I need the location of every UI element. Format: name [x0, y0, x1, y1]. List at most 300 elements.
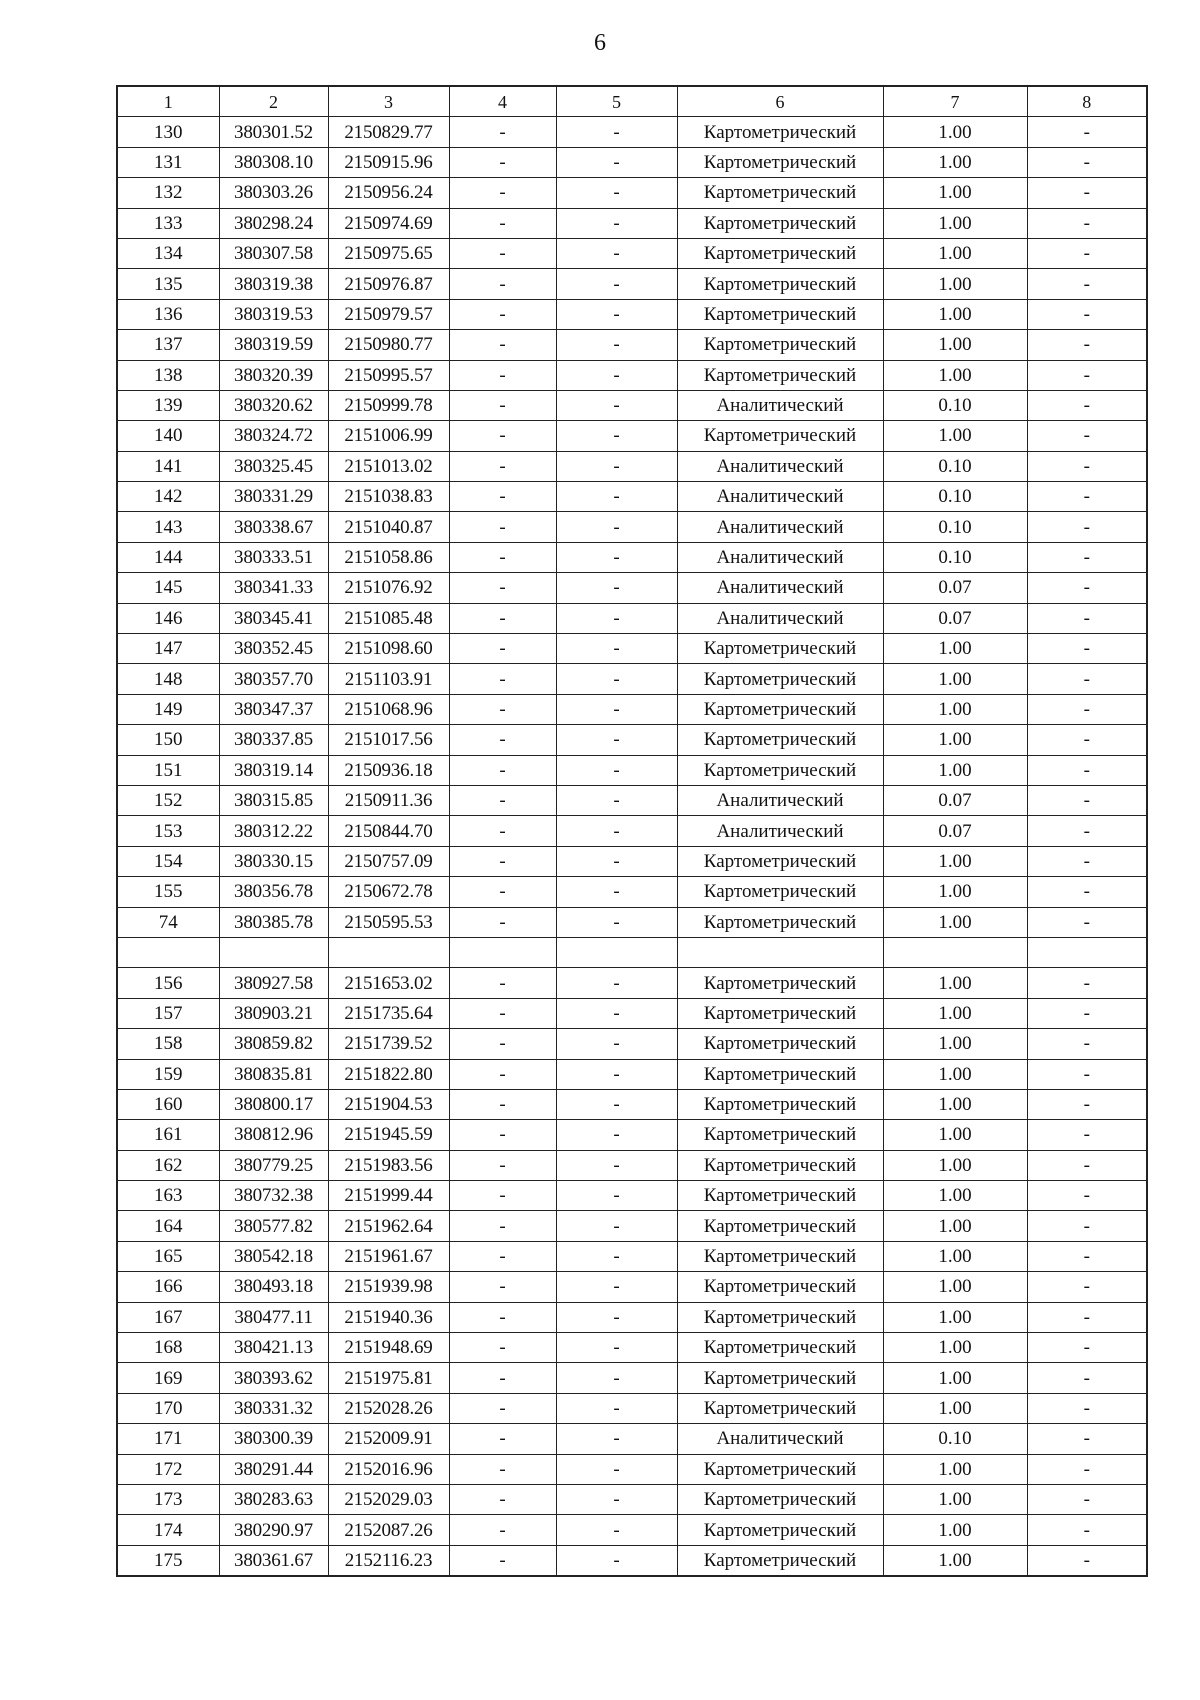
table-row [117, 238, 1147, 268]
cell-accuracy: 1.00 [883, 1393, 1027, 1423]
cell-method: Картометрический [677, 1333, 883, 1363]
cell-col8-value: - [1027, 1089, 1147, 1119]
cell-x-coordinate: 380800.17 [219, 1089, 328, 1119]
cell-col4-value: - [449, 603, 556, 633]
cell-col5-value: - [556, 1272, 677, 1302]
cell-accuracy: 1.00 [883, 907, 1027, 937]
cell-method: Аналитический [677, 390, 883, 420]
cell-col8-value: - [1027, 634, 1147, 664]
cell-point-number: 170 [117, 1393, 219, 1423]
cell-method: Аналитический [677, 816, 883, 846]
cell-col5-value: - [556, 512, 677, 542]
cell-col4-value: - [449, 785, 556, 815]
cell-method: Картометрический [677, 1029, 883, 1059]
table-header [117, 86, 1147, 117]
cell-x-coordinate: 380319.59 [219, 330, 328, 360]
cell-accuracy: 1.00 [883, 1241, 1027, 1271]
cell-col8-value: - [1027, 360, 1147, 390]
cell-col5-value: - [556, 1454, 677, 1484]
cell-col4-value: - [449, 1181, 556, 1211]
cell-method: Картометрический [677, 907, 883, 937]
cell-col5-value: - [556, 664, 677, 694]
cell-accuracy: 1.00 [883, 1059, 1027, 1089]
cell-accuracy: 1.00 [883, 299, 1027, 329]
cell-col8-value: - [1027, 512, 1147, 542]
cell-col4-value: - [449, 877, 556, 907]
cell-accuracy: 0.10 [883, 512, 1027, 542]
cell-y-coordinate: 2152087.26 [328, 1515, 449, 1545]
cell-col8-value: - [1027, 1363, 1147, 1393]
cell-x-coordinate: 380341.33 [219, 573, 328, 603]
cell-col4-value: - [449, 360, 556, 390]
cell-y-coordinate: 2150974.69 [328, 208, 449, 238]
cell-x-coordinate: 380859.82 [219, 1029, 328, 1059]
cell-col5-value: - [556, 877, 677, 907]
cell-col8-value: - [1027, 1545, 1147, 1576]
table-row [117, 907, 1147, 937]
cell-col4-value: - [449, 1484, 556, 1514]
cell-col5-value [556, 937, 677, 967]
page-number: 6 [594, 30, 606, 56]
cell-col4-value: - [449, 1363, 556, 1393]
cell-x-coordinate: 380331.32 [219, 1393, 328, 1423]
cell-y-coordinate: 2151822.80 [328, 1059, 449, 1089]
cell-point-number [117, 937, 219, 967]
cell-col4-value [449, 937, 556, 967]
cell-point-number: 154 [117, 846, 219, 876]
table-row [117, 816, 1147, 846]
cell-method: Картометрический [677, 299, 883, 329]
cell-y-coordinate: 2151068.96 [328, 694, 449, 724]
cell-method: Картометрический [677, 238, 883, 268]
cell-x-coordinate: 380319.53 [219, 299, 328, 329]
cell-accuracy: 1.00 [883, 1089, 1027, 1119]
cell-y-coordinate: 2152009.91 [328, 1424, 449, 1454]
table-separator-row [117, 937, 1147, 967]
table-row [117, 542, 1147, 572]
cell-y-coordinate: 2150829.77 [328, 117, 449, 147]
table-row [117, 1484, 1147, 1514]
cell-point-number: 131 [117, 147, 219, 177]
table-row [117, 147, 1147, 177]
cell-accuracy: 1.00 [883, 1181, 1027, 1211]
cell-x-coordinate: 380338.67 [219, 512, 328, 542]
table-row [117, 1545, 1147, 1576]
cell-method: Картометрический [677, 269, 883, 299]
cell-col4-value: - [449, 1211, 556, 1241]
cell-col5-value: - [556, 117, 677, 147]
cell-col4-value: - [449, 482, 556, 512]
cell-x-coordinate: 380298.24 [219, 208, 328, 238]
table-row [117, 330, 1147, 360]
cell-point-number: 151 [117, 755, 219, 785]
cell-y-coordinate: 2151040.87 [328, 512, 449, 542]
cell-col4-value: - [449, 725, 556, 755]
cell-x-coordinate: 380333.51 [219, 542, 328, 572]
cell-point-number: 146 [117, 603, 219, 633]
cell-col8-value: - [1027, 573, 1147, 603]
cell-col8-value: - [1027, 1272, 1147, 1302]
cell-accuracy: 1.00 [883, 968, 1027, 998]
cell-point-number: 132 [117, 178, 219, 208]
cell-col4-value: - [449, 1120, 556, 1150]
cell-x-coordinate: 380421.13 [219, 1333, 328, 1363]
cell-method: Картометрический [677, 1272, 883, 1302]
cell-col5-value: - [556, 299, 677, 329]
table-row [117, 208, 1147, 238]
cell-y-coordinate: 2151098.60 [328, 634, 449, 664]
table-row [117, 634, 1147, 664]
cell-point-number: 162 [117, 1150, 219, 1180]
cell-col5-value: - [556, 147, 677, 177]
cell-col4-value: - [449, 1515, 556, 1545]
cell-x-coordinate: 380352.45 [219, 634, 328, 664]
table-row [117, 299, 1147, 329]
cell-col8-value: - [1027, 664, 1147, 694]
table-row [117, 573, 1147, 603]
cell-accuracy: 1.00 [883, 694, 1027, 724]
cell-point-number: 149 [117, 694, 219, 724]
cell-col5-value: - [556, 725, 677, 755]
cell-accuracy [883, 937, 1027, 967]
cell-x-coordinate: 380331.29 [219, 482, 328, 512]
cell-point-number: 164 [117, 1211, 219, 1241]
coordinates-table [116, 85, 1148, 1577]
cell-col8-value: - [1027, 1029, 1147, 1059]
cell-y-coordinate: 2152029.03 [328, 1484, 449, 1514]
cell-y-coordinate: 2151904.53 [328, 1089, 449, 1119]
cell-point-number: 166 [117, 1272, 219, 1302]
cell-x-coordinate: 380308.10 [219, 147, 328, 177]
cell-col8-value [1027, 937, 1147, 967]
cell-method: Картометрический [677, 147, 883, 177]
cell-accuracy: 0.07 [883, 816, 1027, 846]
cell-y-coordinate: 2150757.09 [328, 846, 449, 876]
cell-col8-value: - [1027, 1333, 1147, 1363]
cell-col5-value: - [556, 238, 677, 268]
cell-y-coordinate: 2151653.02 [328, 968, 449, 998]
cell-accuracy: 1.00 [883, 998, 1027, 1028]
cell-point-number: 133 [117, 208, 219, 238]
cell-accuracy: 1.00 [883, 147, 1027, 177]
cell-method: Картометрический [677, 694, 883, 724]
table-body [117, 117, 1147, 1576]
cell-x-coordinate: 380812.96 [219, 1120, 328, 1150]
cell-accuracy: 0.10 [883, 482, 1027, 512]
cell-col5-value: - [556, 1302, 677, 1332]
cell-accuracy: 1.00 [883, 1484, 1027, 1514]
cell-method: Картометрический [677, 968, 883, 998]
cell-col5-value: - [556, 603, 677, 633]
cell-col5-value: - [556, 785, 677, 815]
cell-point-number: 150 [117, 725, 219, 755]
cell-x-coordinate: 380903.21 [219, 998, 328, 1028]
cell-accuracy: 0.07 [883, 573, 1027, 603]
cell-point-number: 159 [117, 1059, 219, 1089]
cell-col8-value: - [1027, 482, 1147, 512]
cell-col5-value: - [556, 1059, 677, 1089]
cell-accuracy: 1.00 [883, 1150, 1027, 1180]
cell-method: Аналитический [677, 573, 883, 603]
cell-point-number: 168 [117, 1333, 219, 1363]
cell-point-number: 161 [117, 1120, 219, 1150]
cell-col5-value: - [556, 208, 677, 238]
cell-y-coordinate [328, 937, 449, 967]
table-row [117, 421, 1147, 451]
cell-method: Картометрический [677, 1120, 883, 1150]
cell-col4-value: - [449, 1059, 556, 1089]
table-row [117, 1029, 1147, 1059]
cell-method: Картометрический [677, 1302, 883, 1332]
cell-method: Картометрический [677, 1515, 883, 1545]
cell-accuracy: 1.00 [883, 1454, 1027, 1484]
cell-col8-value: - [1027, 1515, 1147, 1545]
cell-method: Аналитический [677, 785, 883, 815]
cell-accuracy: 1.00 [883, 1120, 1027, 1150]
cell-col8-value: - [1027, 603, 1147, 633]
cell-x-coordinate: 380393.62 [219, 1363, 328, 1393]
cell-method: Картометрический [677, 117, 883, 147]
table-row [117, 603, 1147, 633]
cell-col4-value: - [449, 542, 556, 572]
cell-accuracy: 0.10 [883, 542, 1027, 572]
cell-x-coordinate: 380301.52 [219, 117, 328, 147]
column-header-6: 6 [677, 86, 883, 117]
cell-y-coordinate: 2150976.87 [328, 269, 449, 299]
cell-col8-value: - [1027, 907, 1147, 937]
cell-method [677, 937, 883, 967]
cell-y-coordinate: 2151999.44 [328, 1181, 449, 1211]
cell-col8-value: - [1027, 299, 1147, 329]
cell-col8-value: - [1027, 1150, 1147, 1180]
cell-point-number: 135 [117, 269, 219, 299]
cell-col4-value: - [449, 694, 556, 724]
cell-col4-value: - [449, 451, 556, 481]
cell-method: Картометрический [677, 725, 883, 755]
cell-y-coordinate: 2151006.99 [328, 421, 449, 451]
cell-col4-value: - [449, 1272, 556, 1302]
cell-y-coordinate: 2151945.59 [328, 1120, 449, 1150]
cell-col5-value: - [556, 542, 677, 572]
cell-accuracy: 1.00 [883, 269, 1027, 299]
cell-method: Картометрический [677, 421, 883, 451]
cell-accuracy: 1.00 [883, 1545, 1027, 1576]
cell-accuracy: 0.07 [883, 785, 1027, 815]
cell-col5-value: - [556, 573, 677, 603]
table-row [117, 694, 1147, 724]
cell-point-number: 160 [117, 1089, 219, 1119]
table-row [117, 1424, 1147, 1454]
cell-x-coordinate: 380320.39 [219, 360, 328, 390]
cell-x-coordinate: 380307.58 [219, 238, 328, 268]
cell-accuracy: 1.00 [883, 1272, 1027, 1302]
cell-col5-value: - [556, 1545, 677, 1576]
cell-y-coordinate: 2151013.02 [328, 451, 449, 481]
cell-x-coordinate: 380290.97 [219, 1515, 328, 1545]
cell-method: Картометрический [677, 846, 883, 876]
cell-col8-value: - [1027, 755, 1147, 785]
cell-point-number: 141 [117, 451, 219, 481]
cell-point-number: 165 [117, 1241, 219, 1271]
cell-col5-value: - [556, 998, 677, 1028]
cell-col8-value: - [1027, 1211, 1147, 1241]
cell-col8-value: - [1027, 330, 1147, 360]
cell-y-coordinate: 2150595.53 [328, 907, 449, 937]
cell-col4-value: - [449, 178, 556, 208]
cell-x-coordinate: 380345.41 [219, 603, 328, 633]
cell-x-coordinate: 380300.39 [219, 1424, 328, 1454]
cell-x-coordinate: 380283.63 [219, 1484, 328, 1514]
cell-method: Картометрический [677, 178, 883, 208]
cell-col8-value: - [1027, 178, 1147, 208]
cell-y-coordinate: 2150979.57 [328, 299, 449, 329]
cell-x-coordinate: 380303.26 [219, 178, 328, 208]
cell-col8-value: - [1027, 238, 1147, 268]
cell-accuracy: 1.00 [883, 1363, 1027, 1393]
cell-col4-value: - [449, 816, 556, 846]
cell-col8-value: - [1027, 968, 1147, 998]
table-row [117, 1393, 1147, 1423]
cell-col8-value: - [1027, 816, 1147, 846]
cell-y-coordinate: 2151739.52 [328, 1029, 449, 1059]
cell-method: Картометрический [677, 634, 883, 664]
cell-col5-value: - [556, 1241, 677, 1271]
table-row [117, 1089, 1147, 1119]
cell-col5-value: - [556, 1120, 677, 1150]
cell-col4-value: - [449, 1302, 556, 1332]
cell-y-coordinate: 2150915.96 [328, 147, 449, 177]
cell-method: Картометрический [677, 998, 883, 1028]
cell-col4-value: - [449, 1393, 556, 1423]
cell-col5-value: - [556, 968, 677, 998]
cell-y-coordinate: 2151017.56 [328, 725, 449, 755]
cell-col5-value: - [556, 634, 677, 664]
cell-point-number: 134 [117, 238, 219, 268]
cell-col5-value: - [556, 1181, 677, 1211]
header-row [117, 86, 1147, 117]
cell-accuracy: 1.00 [883, 208, 1027, 238]
cell-col4-value: - [449, 907, 556, 937]
cell-x-coordinate: 380356.78 [219, 877, 328, 907]
cell-col5-value: - [556, 482, 677, 512]
cell-col8-value: - [1027, 542, 1147, 572]
cell-y-coordinate: 2150956.24 [328, 178, 449, 208]
cell-col8-value: - [1027, 390, 1147, 420]
cell-col8-value: - [1027, 1181, 1147, 1211]
cell-y-coordinate: 2151076.92 [328, 573, 449, 603]
cell-point-number: 136 [117, 299, 219, 329]
cell-col5-value: - [556, 178, 677, 208]
cell-accuracy: 1.00 [883, 664, 1027, 694]
cell-y-coordinate: 2151735.64 [328, 998, 449, 1028]
cell-col8-value: - [1027, 877, 1147, 907]
cell-col8-value: - [1027, 1241, 1147, 1271]
cell-col4-value: - [449, 846, 556, 876]
cell-point-number: 158 [117, 1029, 219, 1059]
cell-accuracy: 1.00 [883, 755, 1027, 785]
cell-col4-value: - [449, 330, 556, 360]
cell-x-coordinate: 380779.25 [219, 1150, 328, 1180]
table-row [117, 725, 1147, 755]
cell-method: Картометрический [677, 208, 883, 238]
cell-col4-value: - [449, 512, 556, 542]
cell-x-coordinate: 380319.38 [219, 269, 328, 299]
cell-col8-value: - [1027, 1120, 1147, 1150]
cell-point-number: 153 [117, 816, 219, 846]
cell-col4-value: - [449, 755, 556, 785]
table-row [117, 512, 1147, 542]
table-row [117, 664, 1147, 694]
table-row [117, 755, 1147, 785]
cell-accuracy: 0.10 [883, 1424, 1027, 1454]
cell-y-coordinate: 2151939.98 [328, 1272, 449, 1302]
cell-method: Аналитический [677, 451, 883, 481]
table-row [117, 1515, 1147, 1545]
table-row [117, 1454, 1147, 1484]
table-row [117, 846, 1147, 876]
cell-method: Картометрический [677, 755, 883, 785]
cell-accuracy: 0.10 [883, 451, 1027, 481]
cell-y-coordinate: 2150995.57 [328, 360, 449, 390]
cell-accuracy: 1.00 [883, 1515, 1027, 1545]
cell-point-number: 167 [117, 1302, 219, 1332]
cell-col5-value: - [556, 755, 677, 785]
cell-x-coordinate: 380835.81 [219, 1059, 328, 1089]
cell-col8-value: - [1027, 208, 1147, 238]
cell-point-number: 145 [117, 573, 219, 603]
column-header-3: 3 [328, 86, 449, 117]
cell-col5-value: - [556, 1211, 677, 1241]
table-row [117, 877, 1147, 907]
cell-x-coordinate: 380577.82 [219, 1211, 328, 1241]
table-row [117, 1241, 1147, 1271]
cell-y-coordinate: 2150999.78 [328, 390, 449, 420]
cell-y-coordinate: 2152116.23 [328, 1545, 449, 1576]
table-row [117, 1181, 1147, 1211]
cell-x-coordinate: 380325.45 [219, 451, 328, 481]
cell-accuracy: 1.00 [883, 360, 1027, 390]
table-row [117, 117, 1147, 147]
table-row [117, 1120, 1147, 1150]
cell-accuracy: 1.00 [883, 238, 1027, 268]
cell-col4-value: - [449, 1241, 556, 1271]
cell-point-number: 74 [117, 907, 219, 937]
cell-y-coordinate: 2151983.56 [328, 1150, 449, 1180]
cell-method: Картометрический [677, 1484, 883, 1514]
cell-y-coordinate: 2150672.78 [328, 877, 449, 907]
cell-method: Картометрический [677, 877, 883, 907]
cell-method: Картометрический [677, 1181, 883, 1211]
cell-accuracy: 1.00 [883, 1333, 1027, 1363]
cell-method: Картометрический [677, 1241, 883, 1271]
cell-col8-value: - [1027, 998, 1147, 1028]
cell-x-coordinate: 380927.58 [219, 968, 328, 998]
cell-y-coordinate: 2151058.86 [328, 542, 449, 572]
table-row [117, 1272, 1147, 1302]
cell-accuracy: 1.00 [883, 846, 1027, 876]
cell-method: Аналитический [677, 603, 883, 633]
cell-col8-value: - [1027, 1454, 1147, 1484]
cell-col4-value: - [449, 573, 556, 603]
cell-col5-value: - [556, 1363, 677, 1393]
cell-col4-value: - [449, 664, 556, 694]
table-row [117, 1150, 1147, 1180]
cell-point-number: 140 [117, 421, 219, 451]
cell-point-number: 142 [117, 482, 219, 512]
cell-accuracy: 1.00 [883, 725, 1027, 755]
cell-method: Картометрический [677, 1393, 883, 1423]
cell-col5-value: - [556, 846, 677, 876]
